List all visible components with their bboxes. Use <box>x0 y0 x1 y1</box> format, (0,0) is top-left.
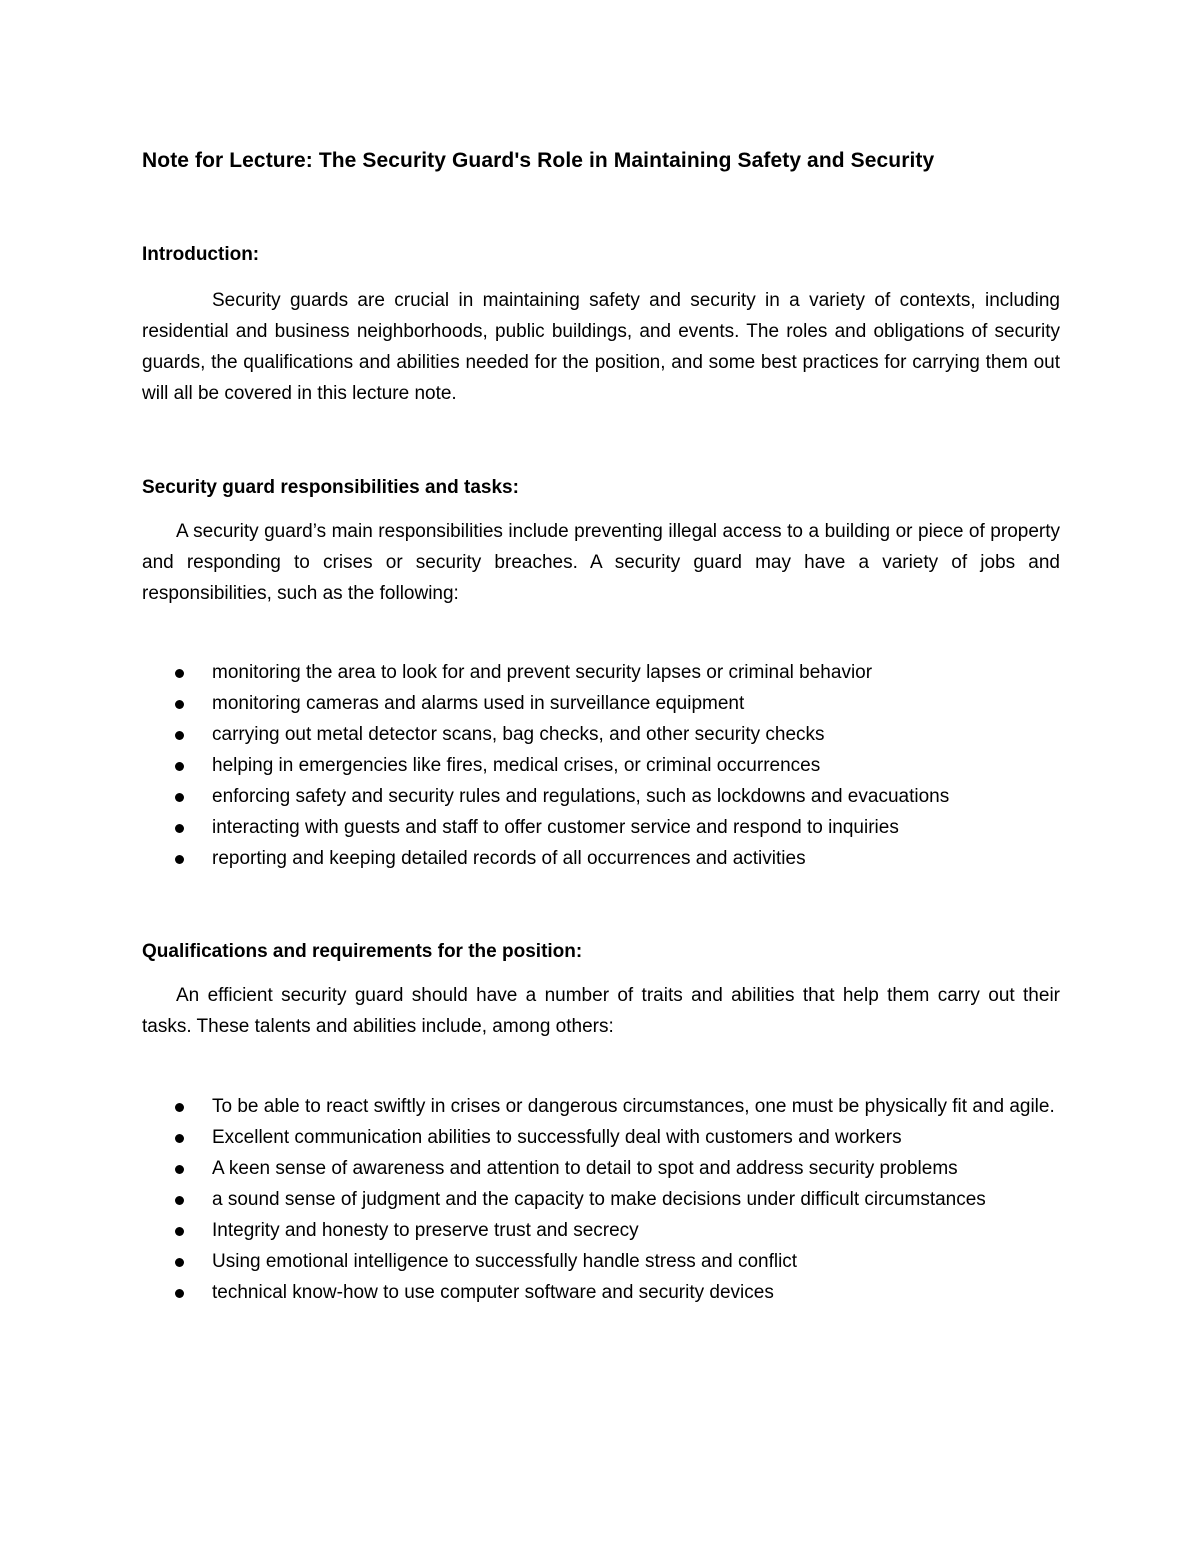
bullet-icon <box>175 1103 184 1112</box>
responsibilities-list <box>142 657 1060 874</box>
document-body <box>142 145 1060 1308</box>
list-item-text: Integrity and honesty to preserve trust and secrecy <box>212 1220 639 1241</box>
list-item-text: a sound sense of judgment and the capacity to make decisions under difficult circumstances <box>212 1189 986 1210</box>
list-item <box>142 1091 1060 1122</box>
list-item-text: interacting with guests and staff to offer customer service and respond to inquiries <box>212 817 899 838</box>
qualifications-paragraph: An efficient security guard should have a number of traits and abilities that help them carry out their tasks. These talents and abilities include, among others: <box>142 985 1060 1037</box>
bullet-icon <box>175 1196 184 1205</box>
list-item-text: A keen sense of awareness and attention to detail to spot and address security problems <box>212 1158 958 1179</box>
bullet-icon <box>175 793 184 802</box>
list-item <box>142 657 1060 688</box>
qualifications-list <box>142 1091 1060 1308</box>
list-item-text: carrying out metal detector scans, bag checks, and other security checks <box>212 724 825 745</box>
list-item <box>142 843 1060 874</box>
bullet-icon <box>175 1258 184 1267</box>
list-item-text: To be able to react swiftly in crises or dangerous circumstances, one must be physically fit and agile. <box>212 1096 1055 1117</box>
bullet-icon <box>175 1134 184 1143</box>
list-item <box>142 688 1060 719</box>
responsibilities-paragraph: A security guard’s main responsibilities include preventing illegal access to a building or piece of property and responding to crises or security breaches. A security guard may have a variety of jobs and responsibilities, such as the following: <box>142 521 1060 604</box>
bullet-icon <box>175 855 184 864</box>
qualifications-heading: Qualifications and requirements for the position: <box>142 941 583 962</box>
list-item-text: Using emotional intelligence to successfully handle stress and conflict <box>212 1251 798 1272</box>
list-item <box>142 1122 1060 1153</box>
bullet-icon <box>175 1227 184 1236</box>
list-item-text: reporting and keeping detailed records of all occurrences and activities <box>212 848 806 869</box>
list-item-text: technical know-how to use computer software and security devices <box>212 1282 774 1303</box>
introduction-paragraph: Security guards are crucial in maintaining safety and security in a variety of contexts, including residential and business neighborhoods, public buildings, and events. The roles and obligations of security guards, the qualifications and abilities needed for the position, and some best practices for carrying them out will all be covered in this lecture note. <box>142 290 1060 404</box>
list-item <box>142 812 1060 843</box>
responsibilities-heading: Security guard responsibilities and tasks: <box>142 477 519 498</box>
list-item <box>142 1184 1060 1215</box>
list-item <box>142 1246 1060 1277</box>
list-item-text: enforcing safety and security rules and regulations, such as lockdowns and evacuations <box>212 786 950 807</box>
list-item-text: monitoring the area to look for and prevent security lapses or criminal behavior <box>212 662 873 683</box>
bullet-icon <box>175 731 184 740</box>
bullet-icon <box>175 669 184 678</box>
bullet-icon <box>175 1165 184 1174</box>
bullet-icon <box>175 700 184 709</box>
list-item <box>142 1215 1060 1246</box>
list-item <box>142 719 1060 750</box>
bullet-icon <box>175 1289 184 1298</box>
list-item-text: Excellent communication abilities to successfully deal with customers and workers <box>212 1127 902 1148</box>
list-item-text: monitoring cameras and alarms used in surveillance equipment <box>212 693 745 714</box>
page-title: Note for Lecture: The Security Guard's Role in Maintaining Safety and Security <box>142 149 935 172</box>
bullet-icon <box>175 824 184 833</box>
list-item <box>142 1153 1060 1184</box>
bullet-icon <box>175 762 184 771</box>
list-item <box>142 750 1060 781</box>
list-item-text: helping in emergencies like fires, medical crises, or criminal occurrences <box>212 755 821 776</box>
list-item <box>142 1277 1060 1308</box>
list-item <box>142 781 1060 812</box>
introduction-heading: Introduction: <box>142 244 260 265</box>
